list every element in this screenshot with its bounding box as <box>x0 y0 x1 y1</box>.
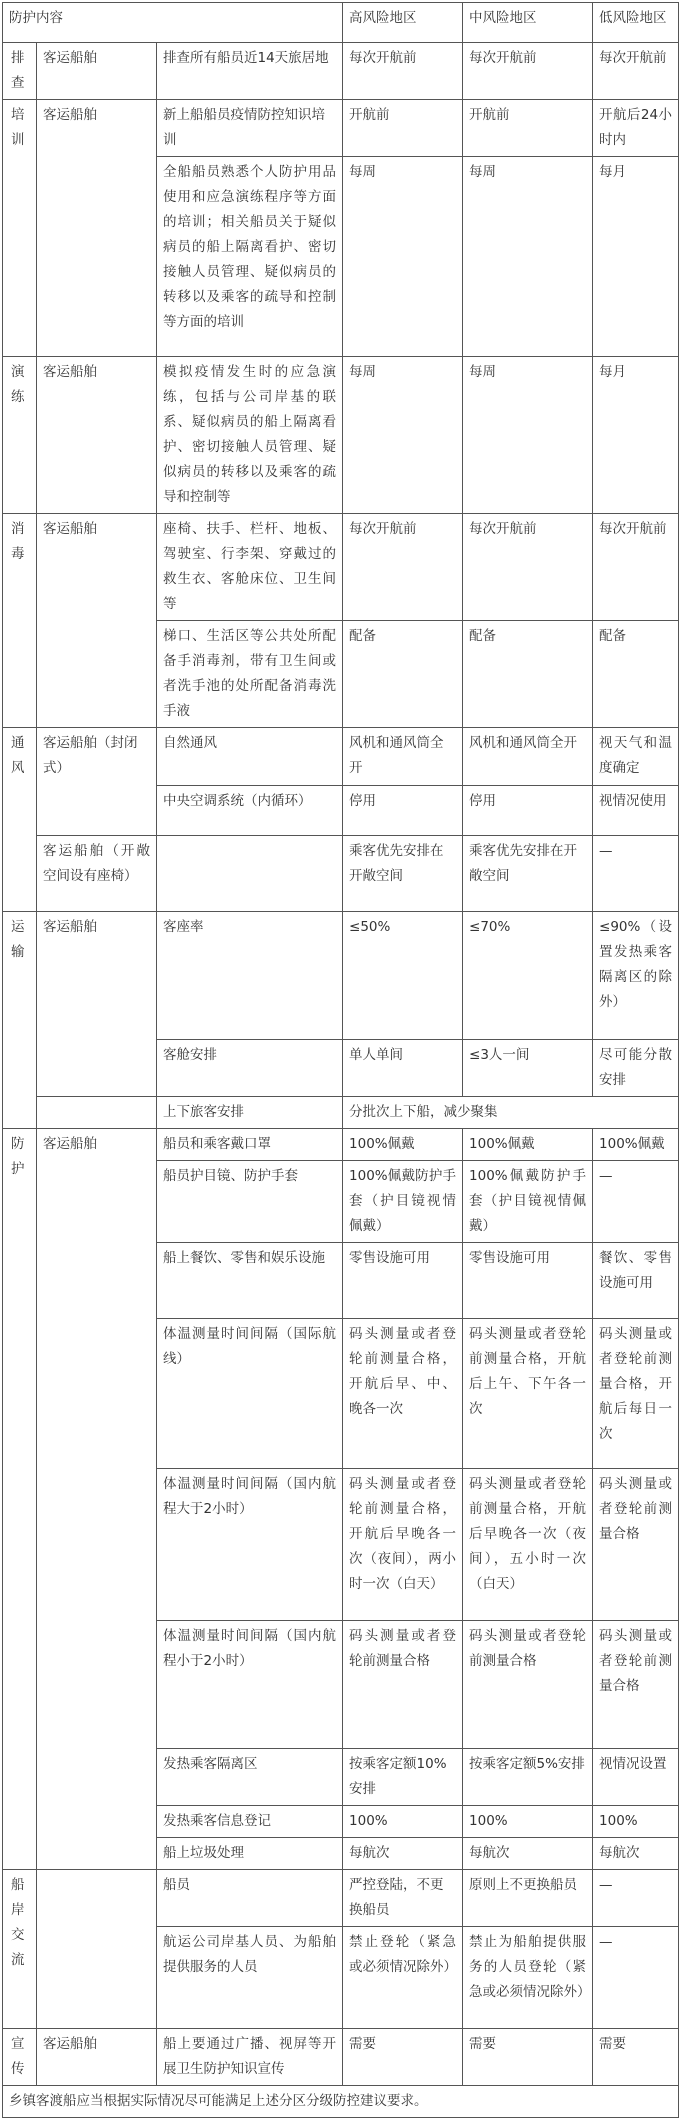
high-value: 按乘客定额10%安排 <box>343 1749 463 1806</box>
ship-type: 客运船舶（开敞空间设有座椅） <box>37 836 157 912</box>
mid-value: 100%佩戴 <box>463 1129 593 1161</box>
header-row <box>3 3 679 43</box>
mid-value: 禁止为船舶提供服务的人员登轮（紧急或必须情况除外） <box>463 1927 593 2029</box>
low-value: 配备 <box>593 621 679 728</box>
section-label: 演练 <box>3 357 37 514</box>
ship-type: 客运船舶 <box>37 43 157 100</box>
header-low-risk: 低风险地区 <box>593 3 679 43</box>
section-label: 通风 <box>3 728 37 912</box>
high-value: 100%佩戴防护手套（护目镜视情佩戴） <box>343 1161 463 1243</box>
high-value: 禁止登轮（紧急或必须情况除外） <box>343 1927 463 2029</box>
low-value: — <box>593 1870 679 1927</box>
item <box>157 836 343 912</box>
item: 中央空调系统（内循环） <box>157 786 343 836</box>
item: 上下旅客安排 <box>157 1097 343 1129</box>
section-label: 运输 <box>3 912 37 1129</box>
low-value: — <box>593 1927 679 2029</box>
table-row <box>3 43 679 100</box>
mid-value: 按乘客定额5%安排 <box>463 1749 593 1806</box>
ship-type-empty <box>37 1870 157 2029</box>
merged-value: 分批次上下船，减少聚集 <box>343 1097 679 1129</box>
high-value: 零售设施可用 <box>343 1243 463 1319</box>
item: 船员 <box>157 1870 343 1927</box>
ship-type: 客运船舶 <box>37 2029 157 2086</box>
mid-value: 原则上不更换船员 <box>463 1870 593 1927</box>
mid-value: 风机和通风筒全开 <box>463 728 593 786</box>
footer-row <box>3 2086 679 2118</box>
low-value: 码头测量或者登轮前测量合格，开航后每日一次 <box>593 1319 679 1469</box>
low-value: 视情况设置 <box>593 1749 679 1806</box>
ship-type: 客运船舶 <box>37 1129 157 1870</box>
high-value: 每周 <box>343 157 463 357</box>
header-content: 防护内容 <box>3 3 343 43</box>
header-high-risk: 高风险地区 <box>343 3 463 43</box>
section-label: 宣传 <box>3 2029 37 2086</box>
high-value: 开航前 <box>343 100 463 157</box>
mid-value: 停用 <box>463 786 593 836</box>
high-value: 每次开航前 <box>343 43 463 100</box>
protection-table <box>2 2 679 2118</box>
low-value: 每次开航前 <box>593 514 679 621</box>
mid-value: 100% <box>463 1806 593 1838</box>
item: 体温测量时间间隔（国内航程大于2小时） <box>157 1469 343 1621</box>
item: 船上餐饮、零售和娱乐设施 <box>157 1243 343 1319</box>
high-value: 码头测量或者登轮前测量合格，开航后早晚各一次（夜间），两小时一次（白天） <box>343 1469 463 1621</box>
section-label: 培训 <box>3 100 37 357</box>
mid-value: 100%佩戴防护手套（护目镜视情佩戴） <box>463 1161 593 1243</box>
mid-value: ≤70% <box>463 912 593 1040</box>
table-row <box>3 912 679 1040</box>
document <box>2 2 678 2109</box>
mid-value: 每次开航前 <box>463 514 593 621</box>
item: 自然通风 <box>157 728 343 786</box>
mid-value: 每航次 <box>463 1838 593 1870</box>
mid-value: 零售设施可用 <box>463 1243 593 1319</box>
ship-type: 客运船舶（封闭式） <box>37 728 157 836</box>
low-value: — <box>593 836 679 912</box>
low-value: 码头测量或者登轮前测量合格 <box>593 1469 679 1621</box>
low-value: 每月 <box>593 157 679 357</box>
item: 排查所有船员近14天旅居地 <box>157 43 343 100</box>
mid-value: 配备 <box>463 621 593 728</box>
section-label: 排查 <box>3 43 37 100</box>
low-value: 视天气和温度确定 <box>593 728 679 786</box>
section-label: 防护 <box>3 1129 37 1870</box>
high-value: 每次开航前 <box>343 514 463 621</box>
low-value: 视情况使用 <box>593 786 679 836</box>
mid-value: 需要 <box>463 2029 593 2086</box>
high-value: 100% <box>343 1806 463 1838</box>
high-value: 码头测量或者登轮前测量合格，开航后早、中、晚各一次 <box>343 1319 463 1469</box>
low-value: 开航后24小时内 <box>593 100 679 157</box>
high-value: 100%佩戴 <box>343 1129 463 1161</box>
item: 客舱安排 <box>157 1040 343 1097</box>
table-row <box>3 514 679 621</box>
section-label: 消毒 <box>3 514 37 728</box>
item: 发热乘客信息登记 <box>157 1806 343 1838</box>
section-label: 船岸交流 <box>3 1870 37 2029</box>
item: 船上要通过广播、视屏等开展卫生防护知识宣传 <box>157 2029 343 2086</box>
item: 船员和乘客戴口罩 <box>157 1129 343 1161</box>
item: 新上船船员疫情防控知识培训 <box>157 100 343 157</box>
table-row <box>3 1097 679 1129</box>
high-value: 每周 <box>343 357 463 514</box>
item: 体温测量时间间隔（国际航线） <box>157 1319 343 1469</box>
item: 客座率 <box>157 912 343 1040</box>
item: 体温测量时间间隔（国内航程小于2小时） <box>157 1621 343 1749</box>
low-value: 餐饮、零售设施可用 <box>593 1243 679 1319</box>
mid-value: 码头测量或者登轮前测量合格，开航后上午、下午各一次 <box>463 1319 593 1469</box>
table-row <box>3 728 679 786</box>
item: 船员护目镜、防护手套 <box>157 1161 343 1243</box>
ship-type: 客运船舶 <box>37 357 157 514</box>
item: 模拟疫情发生时的应急演练，包括与公司岸基的联系、疑似病员的船上隔离看护、密切接触人员管理、疑似病员的转移以及乘客的疏导和控制等 <box>157 357 343 514</box>
item: 梯口、生活区等公共处所配备手消毒剂，带有卫生间或者洗手池的处所配备消毒洗手液 <box>157 621 343 728</box>
mid-value: 每周 <box>463 357 593 514</box>
low-value: 100% <box>593 1806 679 1838</box>
high-value: 配备 <box>343 621 463 728</box>
ship-type: 客运船舶 <box>37 100 157 357</box>
table-row <box>3 1129 679 1161</box>
low-value: 100%佩戴 <box>593 1129 679 1161</box>
high-value: ≤50% <box>343 912 463 1040</box>
item: 航运公司岸基人员、为船舶提供服务的人员 <box>157 1927 343 2029</box>
high-value: 需要 <box>343 2029 463 2086</box>
high-value: 风机和通风筒全开 <box>343 728 463 786</box>
table-row <box>3 836 679 912</box>
low-value: 每航次 <box>593 1838 679 1870</box>
mid-value: 每周 <box>463 157 593 357</box>
high-value: 乘客优先安排在开敞空间 <box>343 836 463 912</box>
high-value: 每航次 <box>343 1838 463 1870</box>
mid-value: 开航前 <box>463 100 593 157</box>
item: 座椅、扶手、栏杆、地板、驾驶室、行李架、穿戴过的救生衣、客舱床位、卫生间等 <box>157 514 343 621</box>
table-row <box>3 2029 679 2086</box>
ship-type-empty <box>37 1097 157 1129</box>
mid-value: 码头测量或者登轮前测量合格，开航后早晚各一次（夜间），五小时一次（白天） <box>463 1469 593 1621</box>
low-value: 需要 <box>593 2029 679 2086</box>
mid-value: 每次开航前 <box>463 43 593 100</box>
table-row <box>3 1870 679 1927</box>
low-value: 每次开航前 <box>593 43 679 100</box>
low-value: 码头测量或者登轮前测量合格 <box>593 1621 679 1749</box>
low-value: 每月 <box>593 357 679 514</box>
low-value: 尽可能分散安排 <box>593 1040 679 1097</box>
high-value: 停用 <box>343 786 463 836</box>
low-value: ≤90%（设置发热乘客隔离区的除外） <box>593 912 679 1040</box>
table-row <box>3 357 679 514</box>
item: 发热乘客隔离区 <box>157 1749 343 1806</box>
header-mid-risk: 中风险地区 <box>463 3 593 43</box>
mid-value: 乘客优先安排在开敞空间 <box>463 836 593 912</box>
high-value: 单人单间 <box>343 1040 463 1097</box>
ship-type: 客运船舶 <box>37 514 157 728</box>
low-value: — <box>593 1161 679 1243</box>
mid-value: 码头测量或者登轮前测量合格 <box>463 1621 593 1749</box>
item: 全船船员熟悉个人防护用品使用和应急演练程序等方面的培训；相关船员关于疑似病员的船上隔离看护、密切接触人员管理、疑似病员的转移以及乘客的疏导和控制等方面的培训 <box>157 157 343 357</box>
footer-note: 乡镇客渡船应当根据实际情况尽可能满足上述分区分级防控建议要求。 <box>3 2086 679 2118</box>
table-row <box>3 100 679 157</box>
high-value: 码头测量或者登轮前测量合格 <box>343 1621 463 1749</box>
mid-value: ≤3人一间 <box>463 1040 593 1097</box>
item: 船上垃圾处理 <box>157 1838 343 1870</box>
high-value: 严控登陆，不更换船员 <box>343 1870 463 1927</box>
ship-type: 客运船舶 <box>37 912 157 1097</box>
